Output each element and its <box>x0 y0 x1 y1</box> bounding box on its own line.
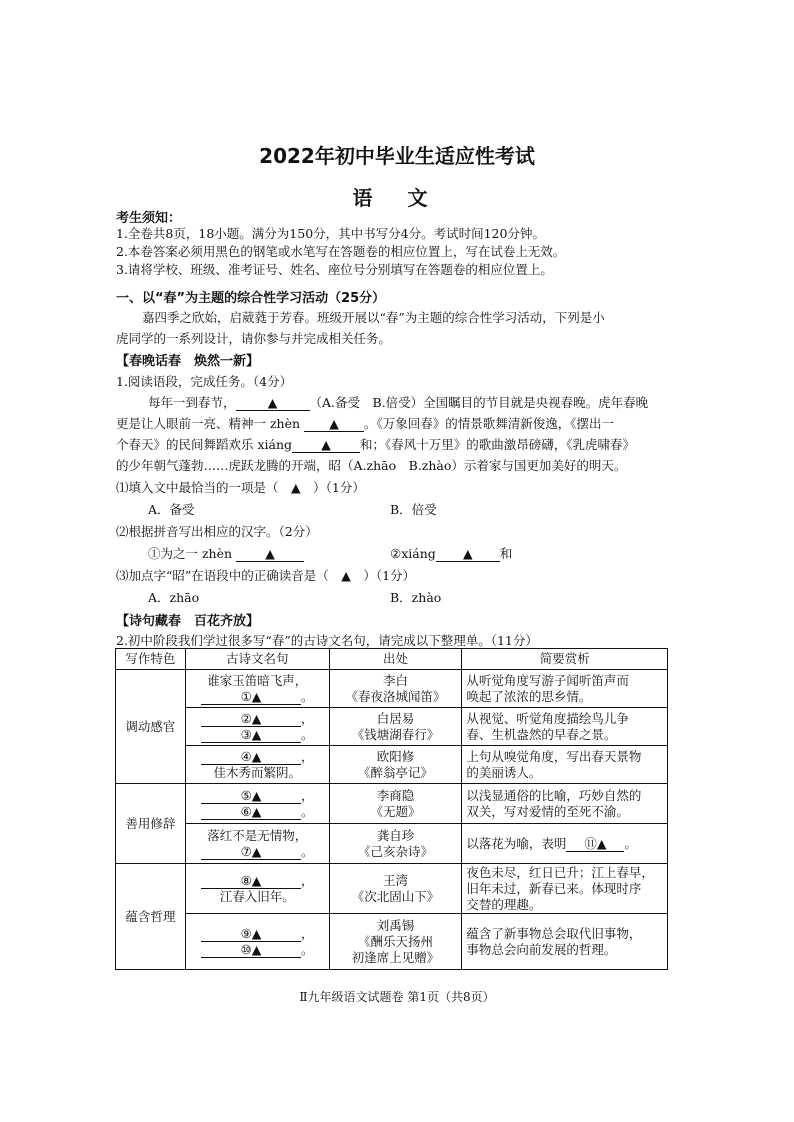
source-cell: 龚自珍 《己亥杂诗》 <box>329 824 462 864</box>
verse-cell: ⑤▲ ， ⑥▲ 。 <box>185 784 329 824</box>
sub-question-2: ⑵根据拼音写出相应的汉字。（2分） <box>116 524 318 539</box>
answer-blank[interactable]: ⑪▲ <box>566 837 624 852</box>
answer-blank[interactable]: ▲ <box>436 547 500 562</box>
table-row <box>116 914 668 970</box>
answer-blank[interactable]: ①▲ <box>201 690 301 705</box>
sub-question-1: ⑴填入文中最恰当的一项是（ ▲ ）（1分） <box>116 480 365 495</box>
sub-question-2-a: ①为之一 zhèn ▲ <box>148 544 304 562</box>
option-a[interactable]: A．zhāo <box>148 590 200 605</box>
answer-blank[interactable]: ⑩▲ <box>201 943 301 958</box>
answer-blank[interactable]: ⑧▲ <box>201 874 301 889</box>
analysis-cell: 以浅显通俗的比喻，巧妙自然的 双关，写对爱情的至死不渝。 <box>462 784 668 824</box>
answer-blank[interactable]: ②▲ <box>201 712 301 727</box>
table-row <box>116 784 668 824</box>
question-2: 2.初中阶段我们学过很多写“春”的古诗文名句，请完成以下整理单。（11分） <box>116 633 538 648</box>
sub-question-3: ⑶加点字“昭”在语段中的正确读音是（ ▲ ）（1分） <box>116 568 416 583</box>
column-header: 出处 <box>329 649 462 670</box>
sub-question-2-b: ②xiáng ▲ 和 <box>390 546 513 561</box>
subject-title: 语 文 <box>352 186 442 210</box>
option-b[interactable]: B．zhào <box>390 590 442 605</box>
analysis-cell: 从视觉、听觉角度描绘鸟儿争 春、生机盎然的早春之景。 <box>462 708 668 746</box>
source-cell: 欧阳修 《醉翁亭记》 <box>329 746 462 784</box>
passage-line: 更是让人眼前一亮、精神一 zhèn ▲ 。《万象回春》的情景歌舞清新俊逸，《摆出一 <box>116 416 615 431</box>
page-footer: Ⅱ九年级语文试题卷 第1页（共8页） <box>299 990 495 1004</box>
section1-heading: 【春晚话春 焕然一新】 <box>116 354 260 369</box>
answer-blank[interactable]: ▲ <box>304 417 364 432</box>
verse-cell: ⑧▲ ， 江春入旧年。 <box>185 864 329 914</box>
source-cell: 刘禹锡 《酬乐天扬州 初逢席上见赠》 <box>329 914 462 970</box>
part1-heading: 一、以“春”为主题的综合性学习活动（25分） <box>116 291 386 306</box>
answer-blank[interactable]: ③▲ <box>201 728 301 743</box>
verse-cell: 落红不是无情物， ⑦▲ 。 <box>185 824 329 864</box>
exam-title: 2022年初中毕业生适应性考试 <box>259 144 535 168</box>
part1-intro-line: 嘉四季之欣始，启葳蕤于芳春。班级开展以“春”为主题的综合性学习活动，下列是小 <box>142 310 605 325</box>
source-cell: 李商隐 《无题》 <box>329 784 462 824</box>
notice-heading: 考生须知： <box>116 211 182 226</box>
feature-cell: 蕴含哲理 <box>116 864 186 970</box>
table-row <box>116 708 668 746</box>
table-row <box>116 746 668 784</box>
column-header: 简要赏析 <box>462 649 668 670</box>
answer-blank[interactable]: ④▲ <box>201 750 301 765</box>
verse-cell: 谁家玉笛暗飞声， ①▲ 。 <box>185 670 329 708</box>
analysis-cell: 以落花为喻，表明 ⑪▲ 。 <box>462 824 668 864</box>
passage-line: 个春天》的民间舞蹈欢乐 xiáng ▲ 和；《春风十万里》的歌曲激昂磅礴，《乳虎啸春》 <box>116 437 636 452</box>
verse-cell: ②▲ ， ③▲ 。 <box>185 708 329 746</box>
notice-item: 2.本卷答案必须用黑色的钢笔或水笔写在答题卷的相应位置上，写在试卷上无效。 <box>116 244 566 259</box>
column-header: 写作特色 <box>116 649 186 670</box>
table-header-row <box>116 649 668 670</box>
verse-cell: ⑨▲ ， ⑩▲ 。 <box>185 914 329 970</box>
part1-intro-line: 虎同学的一系列设计，请你参与并完成相关任务。 <box>116 331 392 346</box>
verse-cell: ④▲ ， 佳木秀而繁阴。 <box>185 746 329 784</box>
source-cell: 王湾 《次北固山下》 <box>329 864 462 914</box>
option-a[interactable]: A．备受 <box>148 502 195 517</box>
question-1: 1.阅读语段，完成任务。（4分） <box>116 374 293 389</box>
passage-line: 每年一到春节， ▲ （A.备受 B.倍受）全国瞩目的节目就是央视春晚。虎年春晚 <box>148 395 649 410</box>
answer-blank[interactable]: ▲ <box>236 396 310 411</box>
source-cell: 白居易 《钱塘湖春行》 <box>329 708 462 746</box>
answer-blank[interactable]: ⑨▲ <box>201 927 301 942</box>
analysis-cell: 上句从嗅觉角度，写出春天景物 的美丽诱人。 <box>462 746 668 784</box>
poetry-summary-table <box>115 648 668 970</box>
analysis-cell: 蕴含了新事物总会取代旧事物， 事物总会向前发展的哲理。 <box>462 914 668 970</box>
notice-item: 1.全卷共8页，18小题。满分为150分，其中书写分4分。考试时间120分钟。 <box>116 226 545 241</box>
section2-heading: 【诗句藏春 百花齐放】 <box>116 614 260 629</box>
feature-cell: 善用修辞 <box>116 784 186 864</box>
answer-blank[interactable]: ▲ <box>292 438 360 453</box>
passage-line: 的少年朝气蓬勃……虎跃龙腾的开端，昭（A.zhāo B.zhào）示着家与国更加美好的明天。 <box>116 458 627 473</box>
analysis-cell: 夜色未尽，红日已升；江上春早， 旧年未过，新春已来。体现时序 交替的理趣。 <box>462 864 668 914</box>
source-cell: 李白 《春夜洛城闻笛》 <box>329 670 462 708</box>
option-b[interactable]: B．倍受 <box>390 502 437 517</box>
answer-blank[interactable]: ▲ <box>236 547 304 562</box>
answer-blank[interactable]: ⑦▲ <box>201 845 301 860</box>
column-header: 古诗文名句 <box>185 649 329 670</box>
table-row <box>116 864 668 914</box>
answer-blank[interactable]: ⑥▲ <box>201 805 301 820</box>
analysis-cell: 从听觉角度写游子闻听笛声而 唤起了浓浓的思乡情。 <box>462 670 668 708</box>
answer-blank[interactable]: ⑤▲ <box>201 789 301 804</box>
table-row <box>116 824 668 864</box>
feature-cell: 调动感官 <box>116 670 186 784</box>
table-row <box>116 670 668 708</box>
notice-item: 3.请将学校、班级、准考证号、姓名、座位号分别填写在答题卷的相应位置上。 <box>116 262 553 277</box>
